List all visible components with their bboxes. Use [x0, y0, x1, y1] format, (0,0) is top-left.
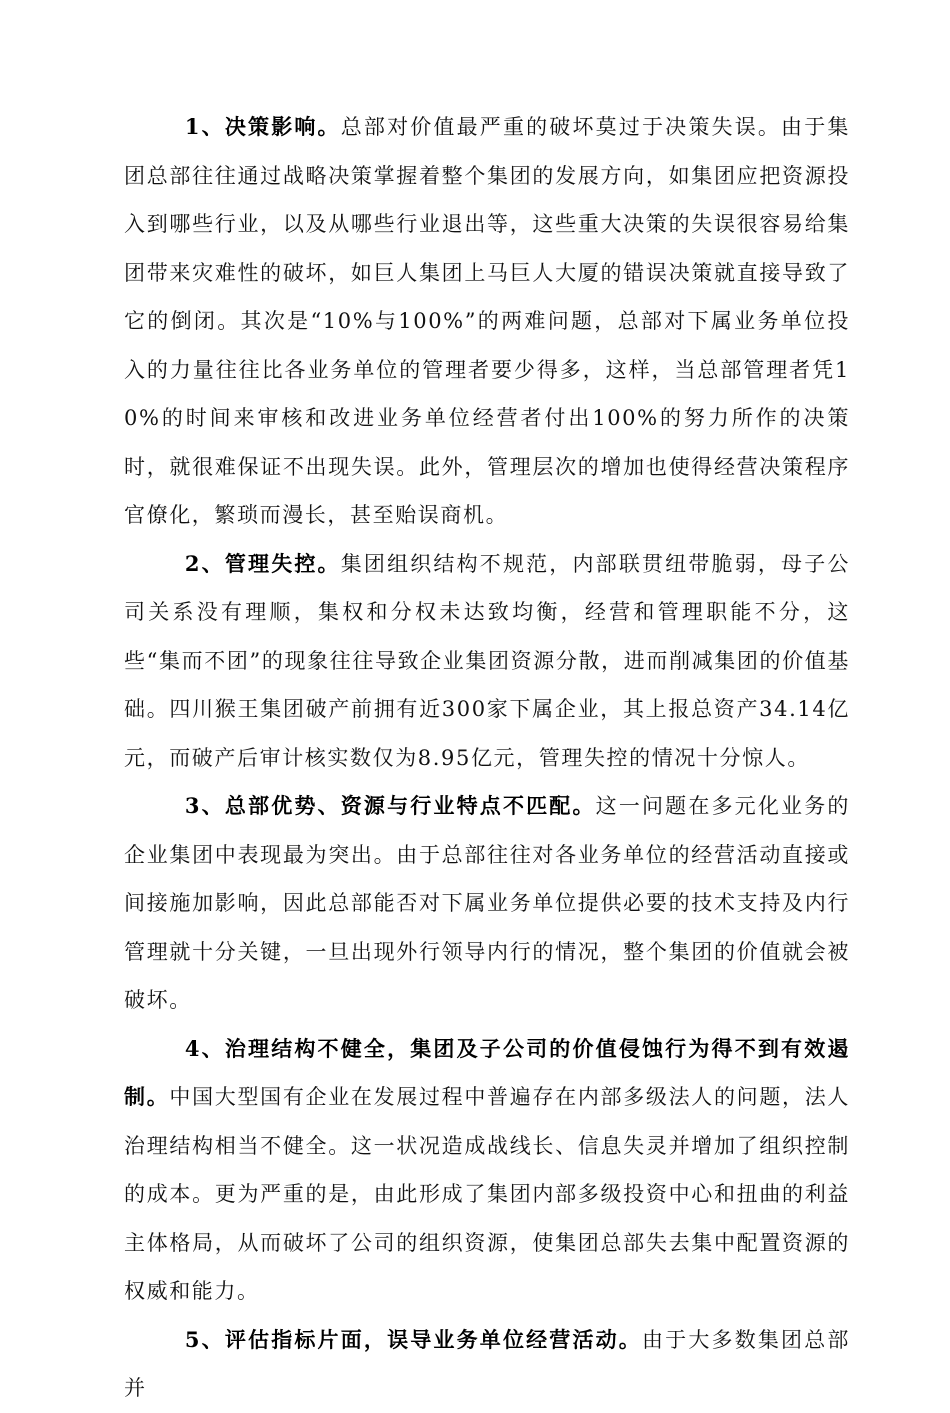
paragraph-mismatch [124, 782, 850, 1025]
paragraph-evaluation-metrics [124, 1316, 850, 1413]
paragraph-heading: 5、评估指标片面，误导业务单位经营活动。 [184, 1326, 642, 1352]
paragraph-heading: 4、治理结构不健全，集团及子公司的价值侵蚀行为得不到有效遏制。 [124, 1035, 850, 1109]
paragraph-decision-impact [124, 103, 850, 540]
paragraph-text: 中国大型国有企业在发展过程中普遍存在内部多级法人的问题，法人治理结构相当不健全。这一状况造成战线长、信息失灵并增加了组织控制的成本。更为严重的是，由此形成了集团内部多级投资中心和扭曲的利益主体格局，从而破坏了公司的组织资源，使集团总部失去集中配置资源的权威和能力。 [124, 1085, 851, 1303]
paragraph-heading: 1、决策影响。 [184, 114, 341, 139]
paragraph-heading: 2、管理失控。 [184, 550, 341, 576]
paragraph-heading: 3、总部优势、资源与行业特点不匹配。 [184, 793, 596, 818]
paragraph-management-out-of-control [124, 540, 850, 783]
paragraph-governance [124, 1025, 850, 1316]
paragraph-text: 集团组织结构不规范，内部联贯纽带脆弱，母子公司关系没有理顺，集权和分权未达致均衡，经营和管理职能不分，这些“集而不团”的现象往往导致企业集团资源分散，进而削减集团的价值基础。四川猴王集团破产前拥有近300家下属企业，其上报总资产34.14亿元，而破产后审计核实数仅为8.95亿元，管理失控的情况十分惊人。 [124, 551, 851, 770]
paragraph-text: 总部对价值最严重的破坏莫过于决策失误。由于集团总部往往通过战略决策掌握着整个集团的发展方向，如集团应把资源投入到哪些行业，以及从哪些行业退出等，这些重大决策的失误很容易给集团带来灾难性的破坏，如巨人集团上马巨人大厦的错误决策就直接导致了它的倒闭。其次是“10%与100%”的两难问题，总部对下属业务单位投入的力量往往比各业务单位的管理者要少得多，这样，当总部管理者凭10%的时间来审核和改进业务单位经营者付出100%的努力所作的决策时，就很难保证不出现失误。此外，管理层次的增加也使得经营决策程序官僚化，繁琐而漫长，甚至贻误商机。 [124, 115, 851, 527]
paragraph-text: 由于大多数集团总部并 [124, 1327, 850, 1400]
paragraph-text: 这一问题在多元化业务的企业集团中表现最为突出。由于总部往往对各业务单位的经营活动直接或间接施加影响，因此总部能否对下属业务单位提供必要的技术支持及内行管理就十分关键，一旦出现外行领导内行的情况，整个集团的价值就会被破坏。 [124, 794, 850, 1012]
document-body [124, 103, 850, 1413]
